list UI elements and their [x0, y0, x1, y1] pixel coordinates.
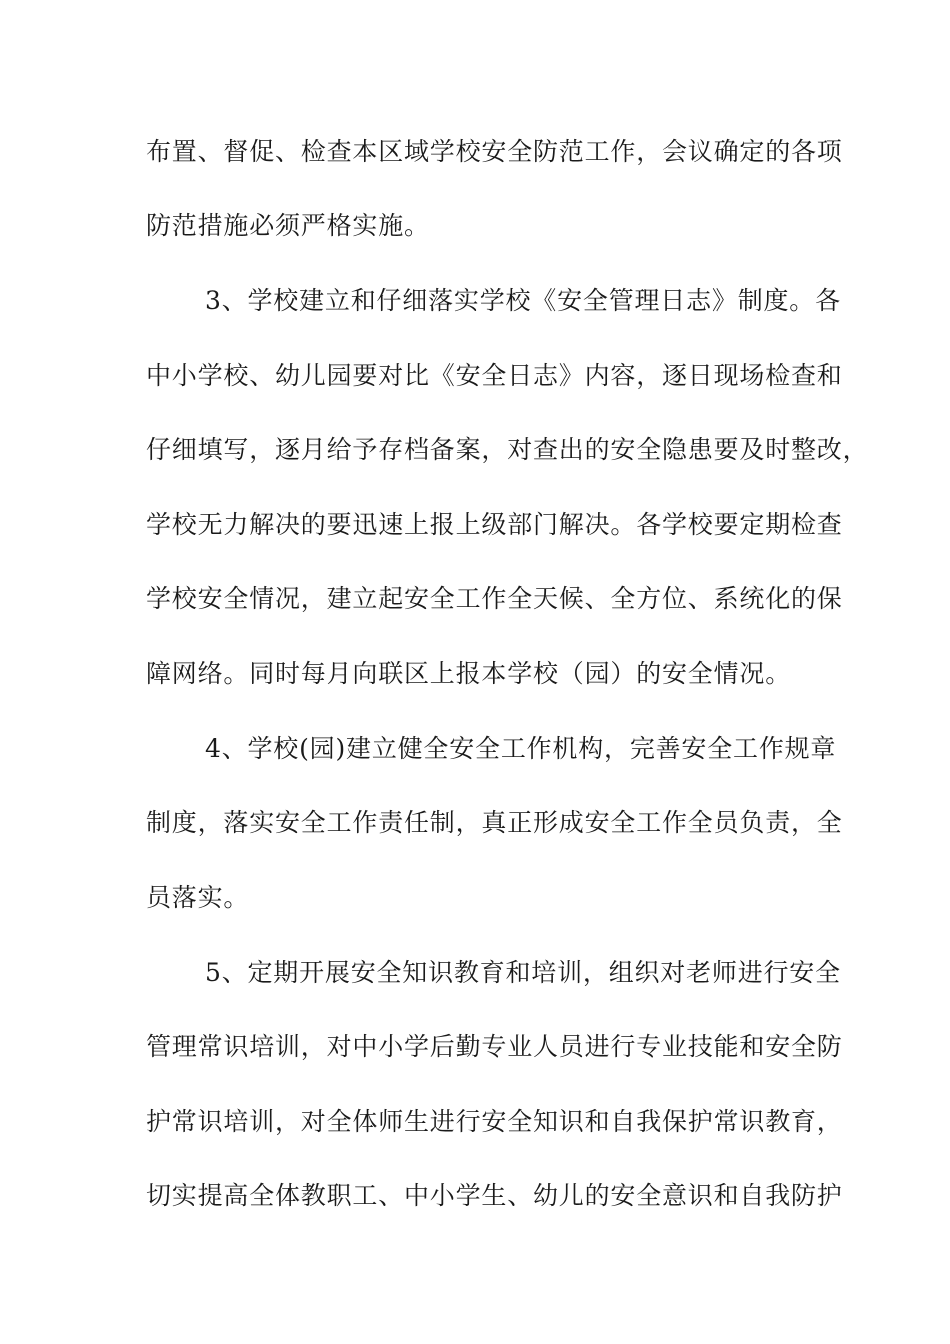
text-line: 学校安全情况，建立起安全工作全天候、全方位、系统化的保: [146, 584, 843, 613]
text-line: 管理常识培训，对中小学后勤专业人员进行专业技能和安全防: [146, 1032, 843, 1061]
paragraph-start-line: 3、学校建立和仔细落实学校《安全管理日志》制度。各: [205, 286, 841, 315]
text-line: 护常识培训，对全体师生进行安全知识和自我保护常识教育，: [146, 1107, 843, 1136]
text-line: 员落实。: [146, 883, 250, 912]
text-line: 障网络。同时每月向联区上报本学校（园）的安全情况。: [146, 659, 792, 688]
paragraph-start-line: 5、定期开展安全知识教育和培训，组织对老师进行安全: [205, 958, 841, 987]
text-line: 布置、督促、检查本区域学校安全防范工作，会议确定的各项: [146, 137, 843, 166]
text-line: 中小学校、幼儿园要对比《安全日志》内容，逐日现场检查和: [146, 361, 843, 390]
text-line: 切实提高全体教职工、中小学生、幼儿的安全意识和自我防护: [146, 1181, 843, 1210]
text-line: 防范措施必须严格实施。: [146, 211, 430, 240]
text-line: 学校无力解决的要迅速上报上级部门解决。各学校要定期检查: [146, 510, 843, 539]
paragraph-start-line: 4、学校(园)建立健全安全工作机构，完善安全工作规章: [205, 734, 837, 763]
text-line: 仔细填写，逐月给予存档备案，对查出的安全隐患要及时整改，: [146, 435, 869, 464]
text-line: 制度，落实安全工作责任制，真正形成安全工作全员负责，全: [146, 808, 843, 837]
